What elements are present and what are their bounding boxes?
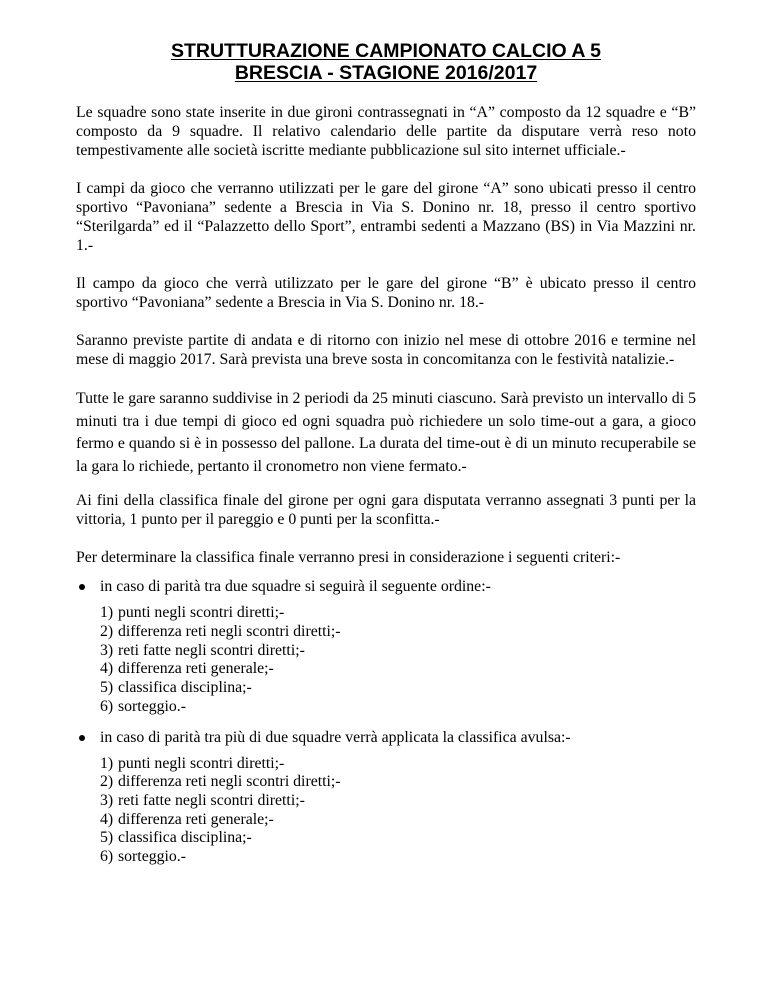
list-item-number: 3) [100,641,114,659]
list-item [76,773,696,792]
list-item-number: 4) [100,660,114,678]
list-item-number: 4) [100,810,114,828]
list-item [76,642,696,661]
bullet-text: in caso di parità tra più di due squadre verrà applicata la classifica avulsa:- [100,728,571,746]
list-item-number: 5) [100,829,114,847]
list-item-text: punti negli scontri diretti;- [118,604,285,622]
title-line-2: BRESCIA - STAGIONE 2016/2017 [234,62,538,84]
list-item [76,623,696,642]
paragraph-punteggi: Ai fini della classifica finale del girone per ogni gara disputata verranno assegnati 3 punti per la vittoria, 1 punto per il pareggio e 0 punti per la sconfitta.- [76,492,696,529]
list-item-text: sorteggio.- [118,848,187,866]
list-item-text: sorteggio.- [118,697,187,715]
list-item-text: differenza reti negli scontri diretti;- [118,623,341,641]
criteria-list-more-teams [76,755,696,867]
list-item [76,660,696,679]
list-item-number: 1) [100,604,114,622]
list-item-number: 5) [100,679,114,697]
list-item-text: reti fatte negli scontri diretti;- [118,792,305,809]
list-item-number: 6) [100,848,114,866]
paragraph-campi-girone-a: I campi da gioco che verranno utilizzati per le gare del girone “A” sono ubicati presso il centro sportivo “Pavoniana” sedente a Brescia in Via S. Donino nr. 18, presso il centro sportivo “Sterilgarda” ed il “Palazzetto dello Sport”, entrambi sedenti a Mazzano (BS) in Via Mazzini nr. 1.- [76,180,696,254]
list-item-text: classifica disciplina;- [118,829,252,847]
document-page [76,40,696,878]
paragraph-gironi: Le squadre sono state inserite in due gironi contrassegnati in “A” composto da 12 squadre e “B” composto da 9 squadre. Il relativo calendario delle partite da disputare verrà reso noto tempestivamente alle società iscritte mediante pubblicazione sul sito internet ufficiale.- [76,104,696,159]
list-item-text: differenza reti generale;- [118,810,274,828]
bullet-dot-icon [79,584,85,590]
list-item-number: 6) [100,697,114,715]
title-line-1: STRUTTURAZIONE CAMPIONATO CALCIO A 5 [170,40,602,62]
list-item-text: differenza reti negli scontri diretti;- [118,773,341,791]
criteria-bullet-two-teams [76,577,696,596]
list-item [76,755,696,774]
list-item-number: 1) [100,754,114,772]
list-item [76,829,696,848]
list-item [76,604,696,623]
paragraph-durata-gare: Tutte le gare saranno suddivise in 2 periodi da 25 minuti ciascuno. Sarà previsto un intervallo di 5 minuti tra i due tempi di gioco ed ogni squadra può richiedere un solo time-out a gara, a gioco fermo e quando si è in possesso del pallone. La durata del time-out è di un minuto recuperabile se la gara lo richiede, pertanto il cronometro non viene fermato.- [76,390,696,475]
bullet-dot-icon [79,735,85,741]
criteria-bullet-more-teams [76,728,696,747]
paragraph-criteri: Per determinare la classifica finale verranno presi in considerazione i seguenti criteri:- [76,549,621,567]
list-item-number: 2) [100,623,114,641]
document-title [76,40,696,84]
list-item-number: 2) [100,773,114,791]
paragraph-campo-girone-b: Il campo da gioco che verrà utilizzato per le gare del girone “B” è ubicato presso il centro sportivo “Pavoniana” sedente a Brescia in Via S. Donino nr. 18.- [76,275,696,311]
list-item-number: 3) [100,792,114,809]
list-item-text: differenza reti generale;- [118,660,274,678]
list-item [76,698,696,717]
paragraph-calendario: Saranno previste partite di andata e di ritorno con inizio nel mese di ottobre 2016 e termine nel mese di maggio 2017. Sarà prevista una breve sosta in concomitanza con le festività natalizie.- [76,332,696,368]
list-item [76,679,696,698]
list-item-text: classifica disciplina;- [118,679,252,697]
criteria-list-two-teams [76,604,696,716]
bullet-text: in caso di parità tra due squadre si seguirà il seguente ordine:- [100,578,491,596]
list-item-text: reti fatte negli scontri diretti;- [118,641,305,659]
list-item [76,792,696,811]
list-item [76,848,696,867]
list-item [76,811,696,830]
list-item-text: punti negli scontri diretti;- [118,754,285,772]
